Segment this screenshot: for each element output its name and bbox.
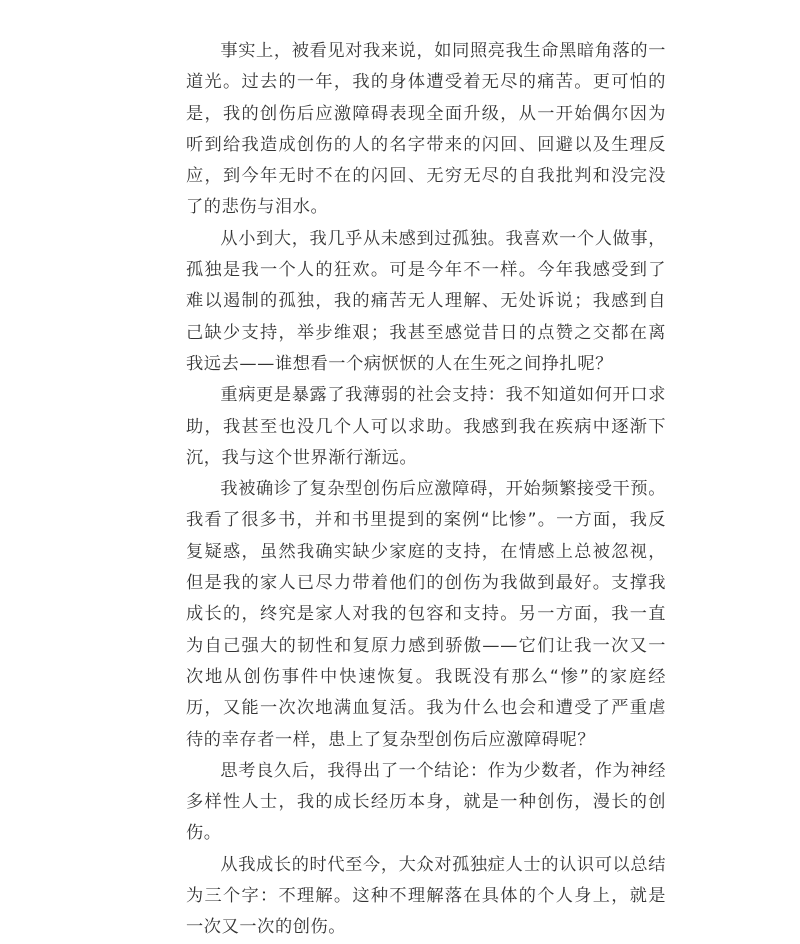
paragraph-6: 从我成长的时代至今，大众对孤独症人士的认识可以总结为三个字：不理解。这种不理解落在具体的个人身上，就是一次又一次的创伤。 <box>186 854 666 938</box>
body-text <box>186 36 666 944</box>
paragraph-5: 思考良久后，我得出了一个结论：作为少数者，作为神经多样性人士，我的成长经历本身，就是一种创伤，漫长的创伤。 <box>186 760 666 844</box>
paragraph-3: 重病更是暴露了我薄弱的社会支持：我不知道如何开口求助，我甚至也没几个人可以求助。我感到我在疾病中逐渐下沉，我与这个世界渐行渐远。 <box>186 385 666 468</box>
paragraph-2: 从小到大，我几乎从未感到过孤独。我喜欢一个人做事，孤独是我一个人的狂欢。可是今年不一样。今年我感受到了难以遏制的孤独，我的痛苦无人理解、无处诉说；我感到自己缺少支持，举步维艰；我甚至感觉昔日的点赞之交都在离我远去——谁想看一个病恹恹的人在生死之间挣扎呢？ <box>186 228 666 374</box>
paragraph-4: 我被确诊了复杂型创伤后应激障碍，开始频繁接受干预。我看了很多书，并和书里提到的案例“比惨”。一方面，我反复疑惑，虽然我确实缺少家庭的支持，在情感上总被忽视，但是我的家人已尽力带着他们的创伤为我做到最好。支撑我成长的，终究是家人对我的包容和支持。另一方面，我一直为自己强大的韧性和复原力感到骄傲——它们让我一次又一次地从创伤事件中快速恢复。我既没有那么“惨”的家庭经历，又能一次次地满血复活。我为什么也会和遭受了严重虐待的幸存者一样，患上了复杂型创伤后应激障碍呢？ <box>186 479 666 750</box>
paragraph-1: 事实上，被看见对我来说，如同照亮我生命黑暗角落的一道光。过去的一年，我的身体遭受着无尽的痛苦。更可怕的是，我的创伤后应激障碍表现全面升级，从一开始偶尔因为听到给我造成创伤的人的名字带来的闪回、回避以及生理反应，到今年无时不在的闪回、无穷无尽的自我批判和没完没了的悲伤与泪水。 <box>186 41 666 218</box>
